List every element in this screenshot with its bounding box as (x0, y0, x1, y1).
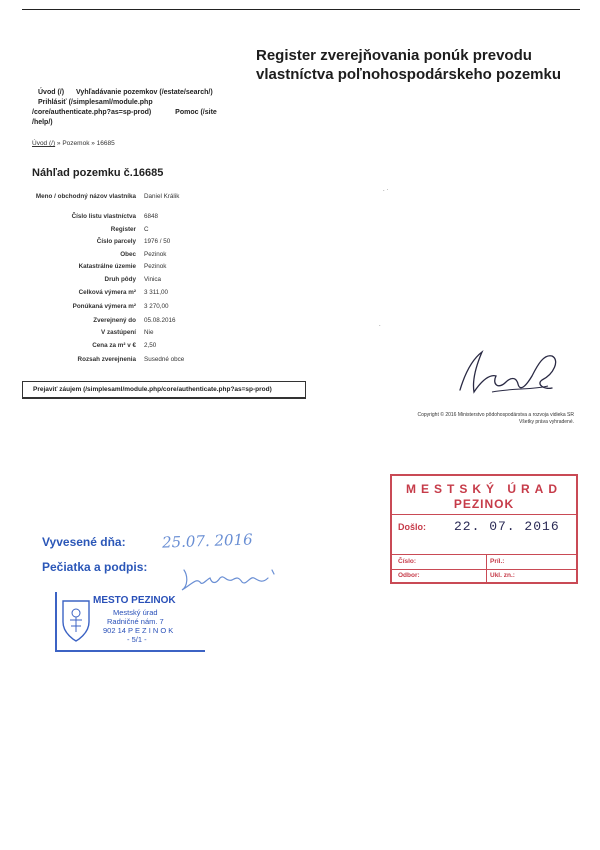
detail-value: Pezinok (144, 250, 167, 258)
detail-row (32, 193, 272, 213)
detail-label: Meno / obchodný názov vlastníka (35, 193, 136, 200)
detail-value: Susedné obce (144, 355, 185, 363)
nav-login-link[interactable]: Prihlásiť (/simplesaml/module.php (38, 99, 153, 106)
stamp-line: Mestský úrad (113, 608, 158, 617)
detail-value: Vinica (144, 275, 162, 283)
detail-label: Ponúkaná výmera m² (72, 302, 136, 310)
parcel-detail-table (32, 193, 272, 368)
nav-help-link[interactable]: Pomoc (/site (175, 109, 217, 116)
stamp-title: MESTO PEZINOK (93, 595, 176, 606)
filing-label: Ukl. zn.: (490, 572, 515, 579)
detail-row (32, 263, 272, 276)
detail-value: 3 270,00 (144, 302, 169, 310)
detail-row (32, 303, 272, 317)
nav-help-link-cont[interactable]: /help/) (32, 119, 53, 126)
received-date: 22. 07. 2016 (454, 519, 560, 534)
attachments-label: Príl.: (490, 558, 505, 565)
detail-row (32, 289, 272, 303)
stamp-city: PEZINOK (453, 497, 515, 511)
breadcrumb (32, 140, 115, 147)
copyright-notice (374, 412, 574, 426)
detail-value: 1976 / 50 (144, 238, 171, 246)
posted-label: Vyvesené dňa: (42, 535, 126, 549)
stamp-office: MESTSKÝ ÚRAD (405, 482, 562, 496)
detail-value: 05.08.2016 (144, 316, 176, 324)
detail-label: Druh pôdy (104, 275, 136, 283)
detail-label: Obec (120, 250, 136, 258)
section-title: Náhľad pozemku č.16685 (32, 167, 164, 179)
breadcrumb-home-link[interactable]: Úvod (/) (32, 140, 56, 147)
received-label: Došlo: (398, 522, 426, 532)
scan-speck: . (379, 322, 381, 328)
stamp-line: 902 14 P E Z I N O K (103, 626, 174, 635)
express-interest-button[interactable]: Prejaviť záujem (/simplesaml/module.php/core/authenticate.php?as=sp-prod) (22, 381, 306, 399)
detail-row (32, 251, 272, 264)
detail-value: Daniel Králik (144, 193, 180, 200)
detail-label: Katastrálne územie (78, 263, 136, 271)
detail-label: Cena za m² v € (92, 341, 136, 349)
main-nav (32, 88, 257, 128)
page-title: Register zverejňovania ponúk prevodu vlastníctva poľnohospodárskeho pozemku (256, 47, 562, 83)
detail-row (32, 238, 272, 251)
stamp-line: Radničné nám. 7 (107, 617, 164, 626)
detail-label: Číslo parcely (96, 238, 136, 246)
detail-value: 3 311,00 (144, 288, 169, 296)
detail-label: Celková výmera m² (78, 288, 136, 296)
clerk-signature (178, 566, 288, 594)
stamp-divider (392, 569, 576, 570)
detail-label: Rozsah zverejnenia (77, 355, 136, 363)
seal-label: Pečiatka a podpis: (42, 560, 148, 574)
nav-search-link[interactable]: Vyhľadávanie pozemkov (/estate/search/) (76, 89, 213, 96)
detail-value: Nie (144, 329, 154, 337)
stamp-divider (392, 554, 576, 555)
department-label: Odbor: (398, 572, 420, 579)
detail-label: Číslo listu vlastníctva (71, 213, 136, 220)
detail-label: V zastúpení (101, 329, 136, 337)
detail-value: 6848 (144, 213, 159, 220)
detail-row (32, 213, 272, 226)
detail-row (32, 276, 272, 289)
stamp-line: - 5/1 - (127, 635, 147, 644)
stamp-divider (392, 514, 576, 515)
copyright-line: Copyright © 2016 Ministerstvo pôdohospodárstva a rozvoja vidieka SR (417, 412, 574, 418)
registry-stamp (390, 474, 578, 584)
detail-row (32, 342, 272, 356)
town-stamp (55, 592, 205, 652)
nav-home-link[interactable]: Úvod (/) (38, 89, 65, 96)
rights-line: Všetky práva vyhradené. (518, 419, 574, 425)
detail-value: Pezinok (144, 263, 167, 271)
detail-row (32, 356, 272, 369)
detail-label: Register (110, 225, 136, 233)
detail-label: Zverejnený do (93, 316, 136, 324)
scan-speck: . · (383, 187, 389, 193)
stamp-divider (486, 554, 487, 584)
breadcrumb-trail: » Pozemok » 16685 (55, 140, 115, 147)
detail-value: 2,50 (144, 341, 157, 349)
official-signature (452, 340, 572, 400)
detail-row (32, 317, 272, 330)
detail-value: C (144, 225, 149, 233)
detail-row (32, 226, 272, 239)
posted-date: 25.07. 2016 (161, 530, 253, 552)
number-label: Číslo: (398, 558, 417, 565)
detail-row (32, 329, 272, 342)
top-divider (22, 9, 580, 10)
nav-login-link-cont[interactable]: /core/authenticate.php?as=sp-prod) (32, 109, 152, 116)
town-crest-icon (60, 598, 92, 644)
